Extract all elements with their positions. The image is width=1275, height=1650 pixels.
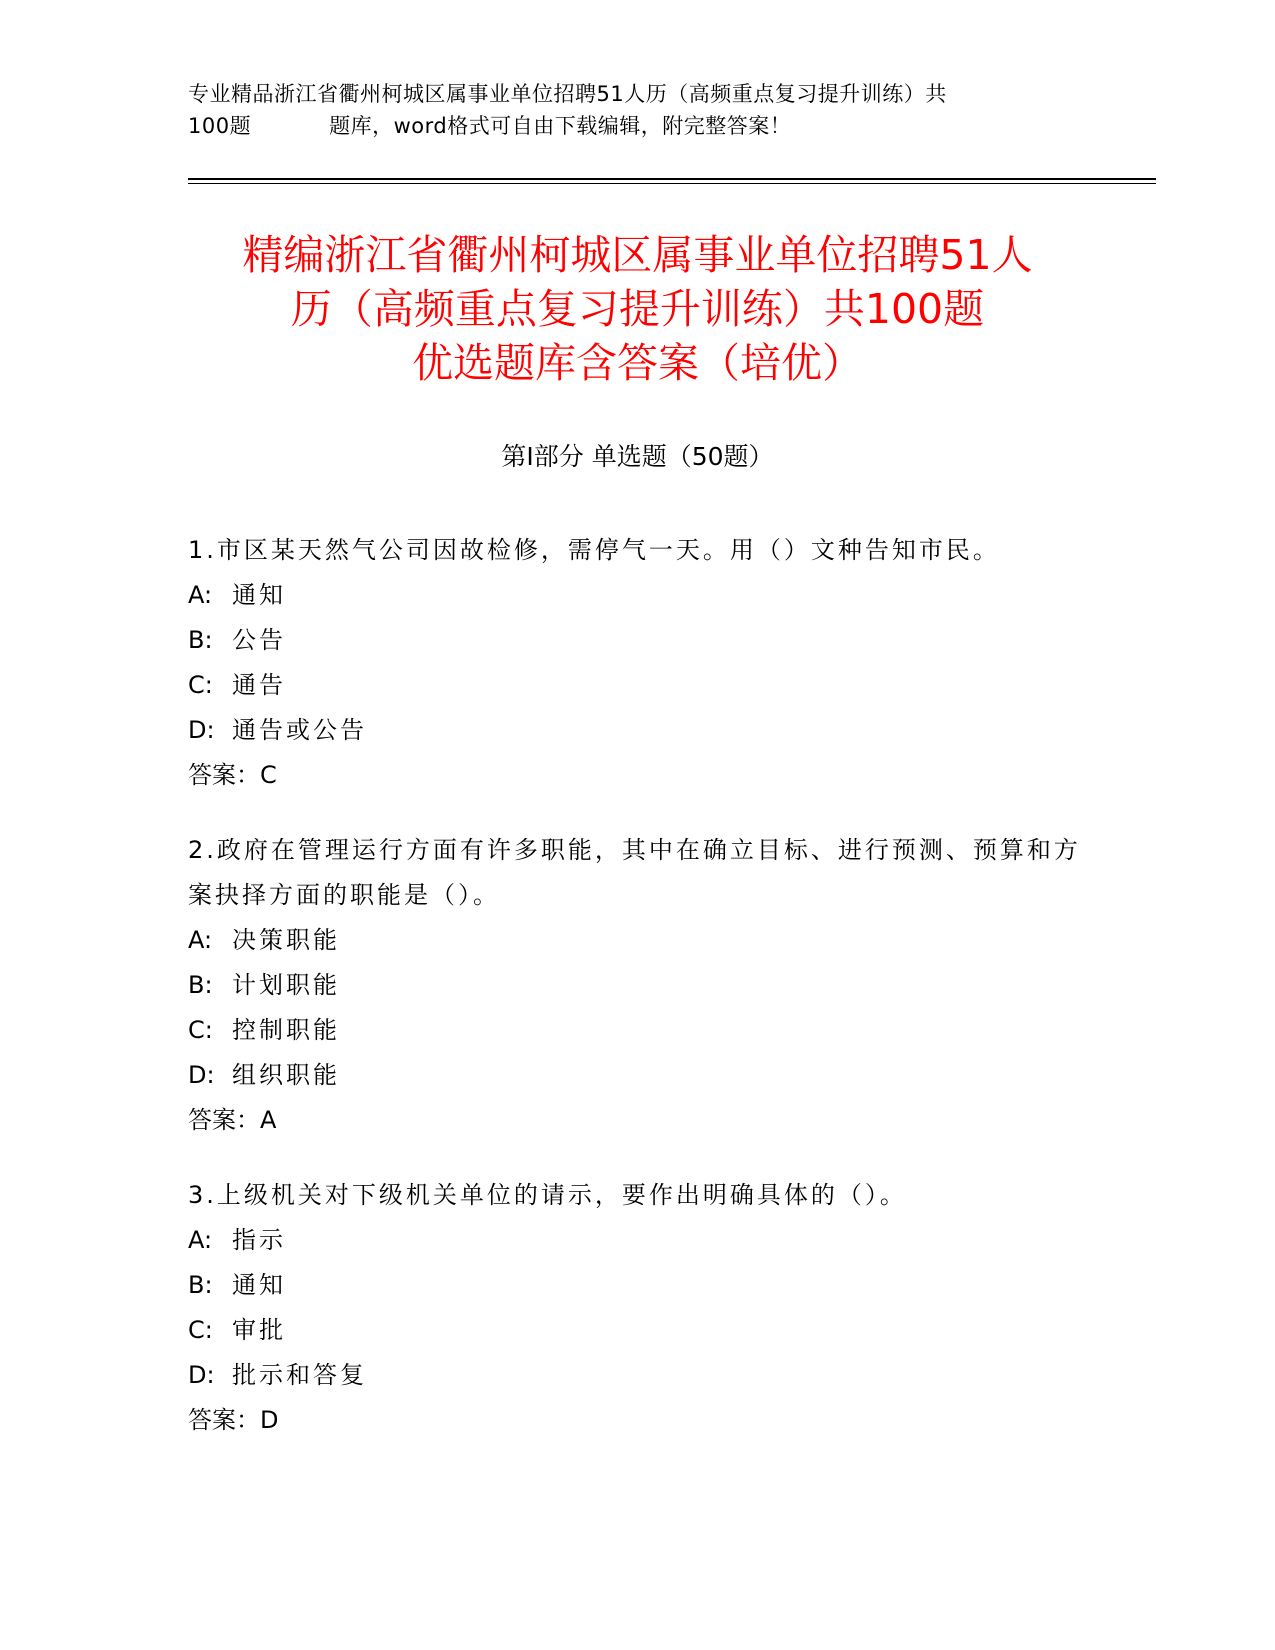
- option-a: [188, 573, 1088, 618]
- option-letter: C:: [188, 1316, 213, 1344]
- option-letter: D:: [188, 1361, 215, 1389]
- option-text: 公告: [232, 626, 286, 654]
- option-a: [188, 1218, 1088, 1263]
- option-letter: D:: [188, 716, 215, 744]
- option-c: [188, 663, 1088, 708]
- option-b: [188, 618, 1088, 663]
- option-a: [188, 918, 1088, 963]
- option-d: [188, 1053, 1088, 1098]
- document-title: [150, 228, 1125, 390]
- option-letter: B:: [188, 626, 213, 654]
- title-line-3: 优选题库含答案（培优）: [412, 339, 863, 387]
- option-letter: C:: [188, 671, 213, 699]
- option-text: 通知: [232, 581, 286, 609]
- answer-line: 答案：A: [188, 1106, 277, 1134]
- answer-line: 答案：D: [188, 1406, 279, 1434]
- option-text: 决策职能: [232, 926, 340, 954]
- question-stem: 2.政府在管理运行方面有许多职能，其中在确立目标、进行预测、预算和方案抉择方面的职能是（）。: [188, 836, 1081, 909]
- header-line-2: [188, 110, 1088, 142]
- option-text: 批示和答复: [232, 1361, 367, 1389]
- header-divider-thin: [188, 183, 1156, 184]
- question-stem: 3.上级机关对下级机关单位的请示，要作出明确具体的（）。: [188, 1181, 907, 1209]
- header-line-2-count: 100题: [188, 114, 252, 138]
- option-text: 组织职能: [232, 1061, 340, 1089]
- question-1: [188, 528, 1088, 798]
- option-letter: B:: [188, 1271, 213, 1299]
- answer-line: 答案：C: [188, 761, 277, 789]
- section-title: 第Ⅰ部分 单选题（50题）: [501, 442, 774, 471]
- question-3: [188, 1173, 1088, 1443]
- option-letter: B:: [188, 971, 213, 999]
- option-b: [188, 1263, 1088, 1308]
- option-letter: A:: [188, 926, 213, 954]
- question-stem: 1.市区某天然气公司因故检修，需停气一天。用（）文种告知市民。: [188, 536, 1000, 564]
- header-line-1: 专业精品浙江省衢州柯城区属事业单位招聘51人历（高频重点复习提升训练）共: [188, 82, 947, 106]
- header-divider-thick: [188, 178, 1156, 180]
- question-list: [188, 528, 1088, 1473]
- title-line-2: 历（高频重点复习提升训练）共100题: [290, 285, 985, 333]
- option-text: 审批: [232, 1316, 286, 1344]
- option-c: [188, 1008, 1088, 1053]
- question-2: [188, 828, 1088, 1143]
- option-c: [188, 1308, 1088, 1353]
- option-letter: A:: [188, 581, 213, 609]
- option-d: [188, 708, 1088, 753]
- option-letter: C:: [188, 1016, 213, 1044]
- option-d: [188, 1353, 1088, 1398]
- option-text: 通告: [232, 671, 286, 699]
- option-text: 通知: [232, 1271, 286, 1299]
- option-letter: D:: [188, 1061, 215, 1089]
- title-line-1: 精编浙江省衢州柯城区属事业单位招聘51人: [242, 231, 1033, 279]
- header-line-2-text: 题库，word格式可自由下载编辑，附完整答案！: [329, 114, 792, 138]
- option-text: 指示: [232, 1226, 286, 1254]
- option-b: [188, 963, 1088, 1008]
- option-letter: A:: [188, 1226, 213, 1254]
- page-header: [188, 78, 1088, 142]
- option-text: 控制职能: [232, 1016, 340, 1044]
- option-text: 通告或公告: [232, 716, 367, 744]
- option-text: 计划职能: [232, 971, 340, 999]
